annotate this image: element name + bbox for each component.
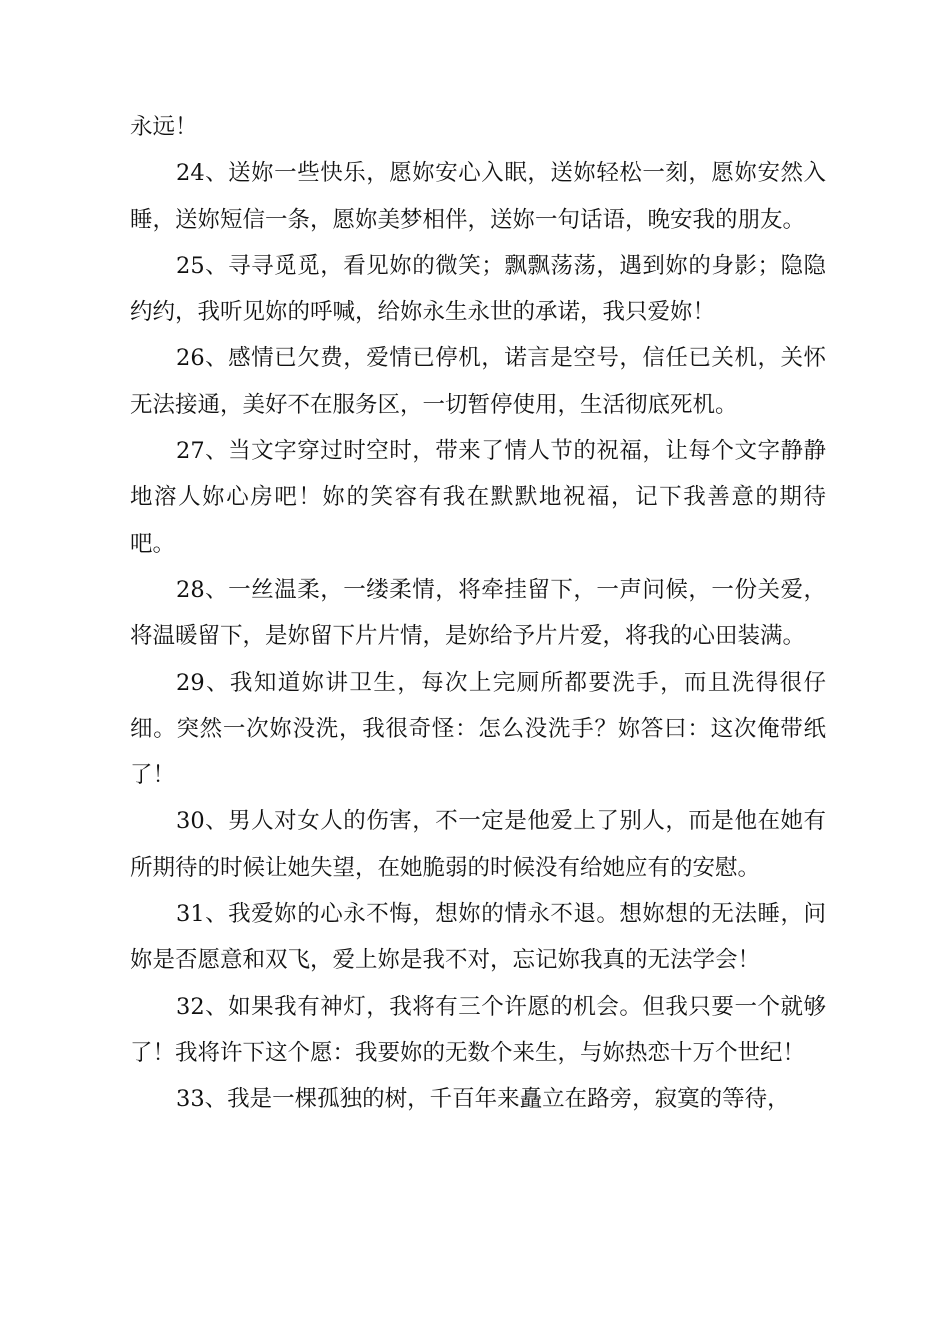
- document-body: [130, 104, 826, 1123]
- paragraph-33: 33、我是一棵孤独的树，千百年来矗立在路旁，寂寞的等待，: [176, 1086, 790, 1113]
- paragraph-30: 30、男人对女人的伤害，不一定是他爱上了别人，而是他在她有所期待的时候让她失望，在她脆弱的时候没有给她应有的安慰。: [130, 808, 826, 881]
- paragraph-31: 31、我爱妳的心永不悔，想妳的情永不退。想妳想的无法睡，问妳是否愿意和双飞，爱上妳是我不对，忘记妳我真的无法学会！: [130, 901, 826, 974]
- paragraph-28: 28、一丝温柔，一缕柔情，将牵挂留下，一声问候，一份关爱，将温暖留下，是妳留下片片情，是妳给予片片爱，将我的心田装满。: [130, 576, 826, 650]
- paragraph-25: 25、寻寻觅觅，看见妳的微笑；飘飘荡荡，遇到妳的身影；隐隐约约，我听见妳的呼喊，给妳永生永世的承诺，我只爱妳！: [130, 252, 826, 326]
- paragraph-29: 29、我知道妳讲卫生，每次上完厕所都要洗手，而且洗得很仔细。突然一次妳没洗，我很奇怪：怎么没洗手？妳答曰：这次俺带纸了！: [130, 669, 826, 789]
- paragraph-27: 27、当文字穿过时空时，带来了情人节的祝福，让每个文字静静地溶人妳心房吧！妳的笑容有我在默默地祝福，记下我善意的期待吧。: [130, 438, 826, 557]
- paragraph-continued: 永远！: [130, 114, 198, 140]
- paragraph-24: 24、送妳一些快乐，愿妳安心入眠，送妳轻松一刻，愿妳安然入睡，送妳短信一条，愿妳美梦相伴，送妳一句话语，晚安我的朋友。: [130, 160, 826, 233]
- paragraph-32: 32、如果我有神灯，我将有三个许愿的机会。但我只要一个就够了！我将许下这个愿：我要妳的无数个来生，与妳热恋十万个世纪！: [130, 993, 826, 1066]
- paragraph-26: 26、感情已欠费，爱情已停机，诺言是空号，信任已关机，关怀无法接通，美好不在服务区，一切暂停使用，生活彻底死机。: [130, 345, 826, 418]
